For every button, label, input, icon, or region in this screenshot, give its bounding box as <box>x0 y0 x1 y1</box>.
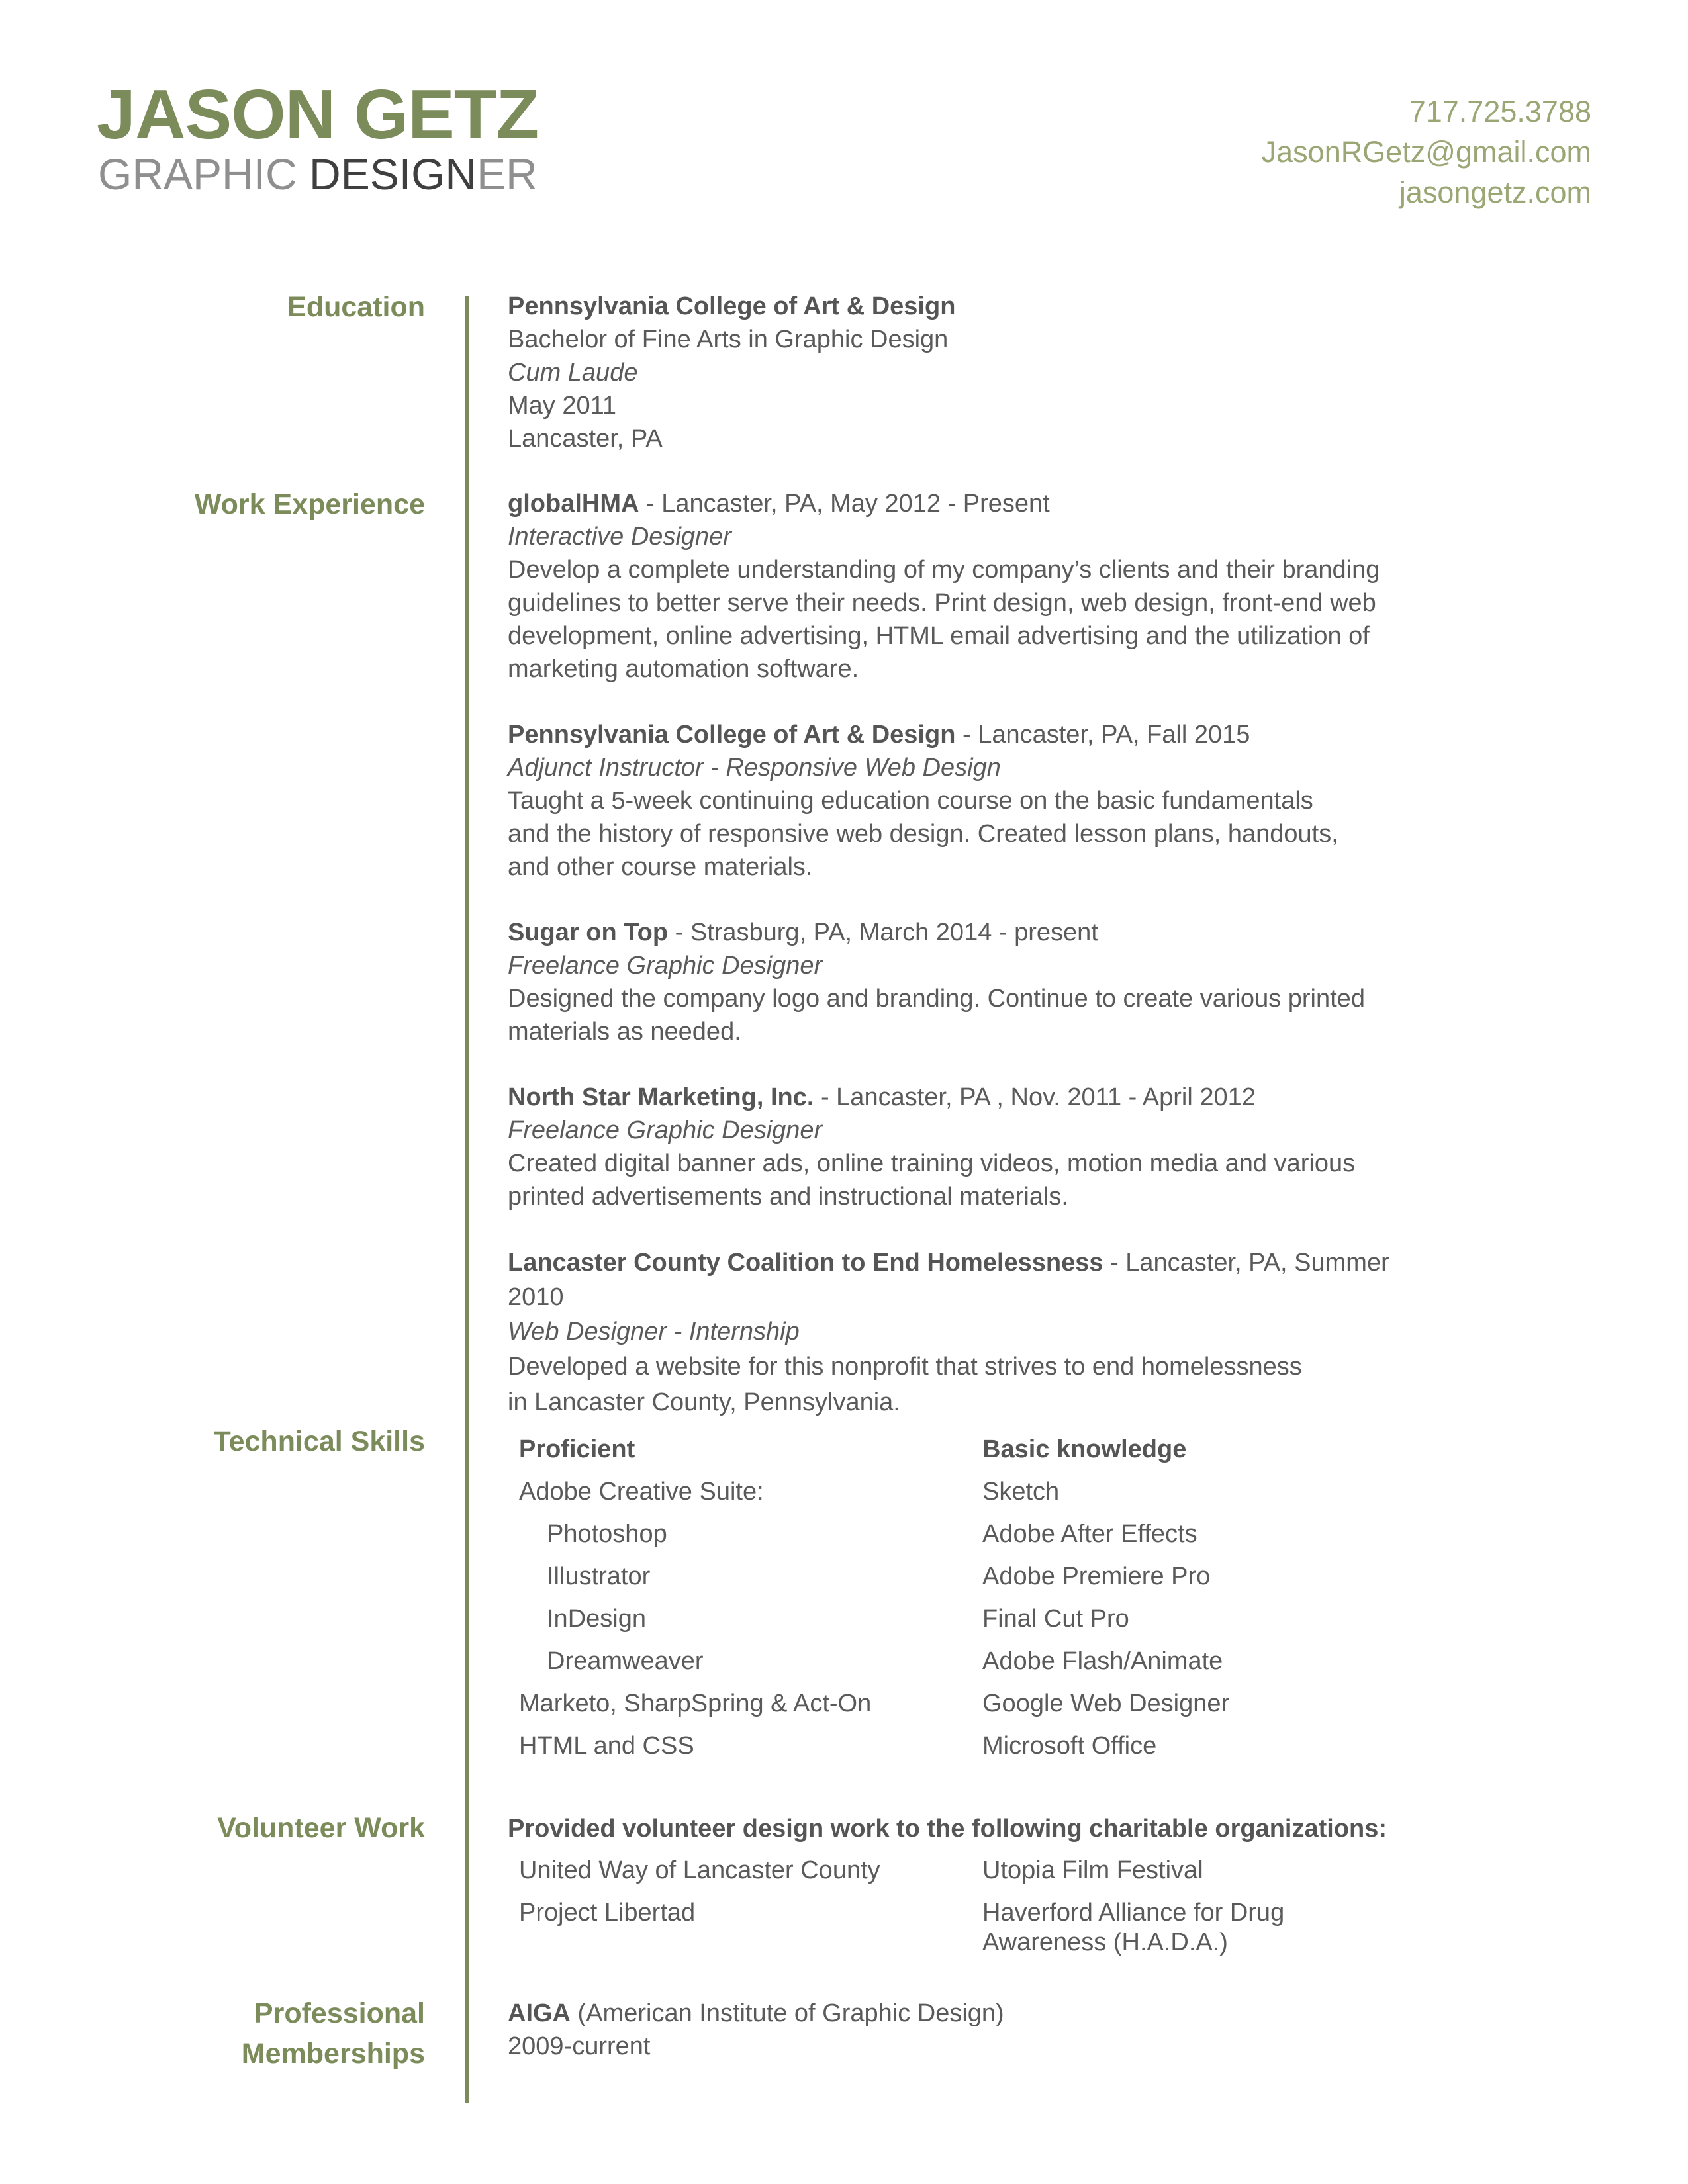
volunteer-org: Awareness (H.A.D.A.) <box>982 1929 1228 1956</box>
job-entry <box>508 718 1448 884</box>
job-description-line: guidelines to better serve their needs. Print design, web design, front-end web <box>508 589 1376 617</box>
job-entry <box>508 916 1448 1048</box>
job-role: Web Designer - Internship <box>508 1318 800 1345</box>
skill-item: Dreamweaver <box>547 1647 704 1675</box>
section-divider-line <box>465 296 469 2103</box>
skill-item: Illustrator <box>547 1563 651 1590</box>
skill-item: Microsoft Office <box>982 1732 1157 1760</box>
job-description-line: Developed a website for this nonprofit that strives to end homelessness <box>508 1353 1302 1381</box>
volunteer-org: Project Libertad <box>519 1899 696 1927</box>
volunteer-organizations <box>508 1854 1448 1960</box>
membership-period: 2009-current <box>508 2032 651 2060</box>
job-title-part-1: GRAPHIC <box>98 150 310 199</box>
work-experience-section <box>508 487 1448 1420</box>
technical-skills-label: Technical Skills <box>213 1426 425 1457</box>
job-title-part-2: DESIGN <box>309 150 477 199</box>
professional-memberships-section <box>508 1997 1448 2063</box>
education-location: Lancaster, PA <box>508 425 663 453</box>
membership-org-full: (American Institute of Graphic Design) <box>571 1999 1004 2027</box>
professional-memberships-label <box>28 1993 425 2074</box>
job-description-line: marketing automation software. <box>508 655 859 683</box>
job-description-line: Taught a 5-week continuing education course on the basic fundamentals <box>508 787 1313 815</box>
education-degree: Bachelor of Fine Arts in Graphic Design <box>508 326 949 353</box>
work-experience-label: Work Experience <box>194 488 425 520</box>
job-description-line: Created digital banner ads, online training videos, motion media and various <box>508 1150 1356 1177</box>
education-date: May 2011 <box>508 392 617 420</box>
job-description-line: in Lancaster County, Pennsylvania. <box>508 1388 900 1416</box>
education-label: Education <box>287 291 425 323</box>
job-details: - Strasburg, PA, March 2014 - present <box>668 919 1098 946</box>
website-url: jasongetz.com <box>1399 175 1591 209</box>
job-entry <box>508 1246 1448 1420</box>
job-details: - Lancaster, PA , Nov. 2011 - April 2012 <box>814 1083 1256 1111</box>
memberships-label-line: Memberships <box>241 2038 425 2070</box>
job-company: Pennsylvania College of Art & Design <box>508 721 956 749</box>
job-details: - Lancaster, PA, May 2012 - Present <box>639 490 1050 518</box>
proficient-column <box>519 1428 871 1767</box>
job-description-line: development, online advertising, HTML email advertising and the utilization of <box>508 622 1370 650</box>
job-details: - Lancaster, PA, Fall 2015 <box>955 721 1250 749</box>
education-section <box>508 290 1448 455</box>
job-role: Freelance Graphic Designer <box>508 952 823 979</box>
volunteer-column-left <box>519 1854 880 1934</box>
skill-item: Photoshop <box>547 1520 667 1548</box>
job-description-line: and other course materials. <box>508 853 813 881</box>
skill-item: HTML and CSS <box>519 1732 694 1760</box>
skill-item: Marketo, SharpSpring & Act-On <box>519 1690 872 1717</box>
skill-item: InDesign <box>547 1605 646 1633</box>
phone-number: 717.725.3788 <box>1409 95 1591 128</box>
job-company: globalHMA <box>508 490 639 518</box>
job-company: Sugar on Top <box>508 919 669 946</box>
job-title-part-3: ER <box>477 150 538 199</box>
job-entry <box>508 487 1448 686</box>
contact-info <box>1262 91 1591 212</box>
job-role: Adjunct Instructor - Responsive Web Design <box>508 754 1001 782</box>
job-role: Freelance Graphic Designer <box>508 1116 823 1144</box>
skill-item: Google Web Designer <box>982 1690 1230 1717</box>
skill-item: Adobe Premiere Pro <box>982 1563 1211 1590</box>
job-company: Lancaster County Coalition to End Homelessness <box>508 1249 1103 1277</box>
skill-item: Adobe Flash/Animate <box>982 1647 1223 1675</box>
job-description-line: Designed the company logo and branding. Continue to create various printed <box>508 985 1365 1013</box>
job-role: Interactive Designer <box>508 523 731 551</box>
basic-knowledge-column <box>982 1428 1229 1767</box>
job-entry <box>508 1081 1448 1213</box>
job-title <box>98 150 538 199</box>
resume-name: JASON GETZ <box>97 75 539 154</box>
job-description-line: materials as needed. <box>508 1018 741 1046</box>
education-school: Pennsylvania College of Art & Design <box>508 293 956 320</box>
job-description-line: Develop a complete understanding of my company’s clients and their branding <box>508 556 1380 584</box>
volunteer-column-right <box>982 1854 1284 1958</box>
volunteer-org: Haverford Alliance for Drug <box>982 1899 1285 1927</box>
skill-item: Adobe After Effects <box>982 1520 1197 1548</box>
job-description-line: and the history of responsive web design. Created lesson plans, handouts, <box>508 820 1338 848</box>
basic-knowledge-heading: Basic knowledge <box>982 1435 1187 1463</box>
job-company: North Star Marketing, Inc. <box>508 1083 814 1111</box>
volunteer-intro: Provided volunteer design work to the following charitable organizations: <box>508 1815 1387 1843</box>
job-details: - Lancaster, PA, Summer 2010 <box>508 1249 1389 1311</box>
technical-skills-section <box>508 1428 1448 1772</box>
volunteer-org: United Way of Lancaster County <box>519 1856 880 1884</box>
skill-item: Adobe Creative Suite: <box>519 1478 764 1506</box>
skill-item: Sketch <box>982 1478 1060 1506</box>
email-address: JasonRGetz@gmail.com <box>1261 135 1591 169</box>
volunteer-work-section <box>508 1812 1448 1960</box>
membership-org: AIGA <box>508 1999 571 2027</box>
proficient-heading: Proficient <box>519 1435 635 1463</box>
skill-item: Final Cut Pro <box>982 1605 1129 1633</box>
job-description-line: printed advertisements and instructional materials. <box>508 1183 1068 1210</box>
volunteer-org: Utopia Film Festival <box>982 1856 1203 1884</box>
volunteer-work-label: Volunteer Work <box>217 1812 425 1844</box>
education-honor: Cum Laude <box>508 359 638 387</box>
memberships-label-line: Professional <box>254 1997 425 2029</box>
